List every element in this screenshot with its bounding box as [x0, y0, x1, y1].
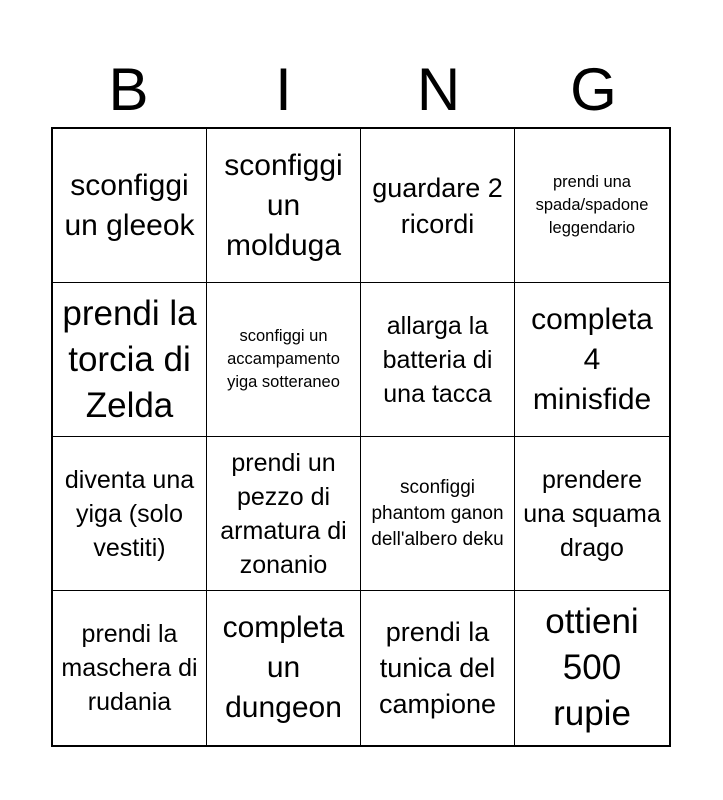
bingo-cell[interactable]: [53, 129, 207, 283]
bingo-cell[interactable]: [361, 283, 515, 437]
header-letter-n: N: [416, 56, 461, 123]
cell-text: guardare 2 ricordi: [372, 172, 503, 239]
bingo-cell[interactable]: [207, 437, 361, 591]
bingo-cell[interactable]: [515, 129, 669, 283]
bingo-cell[interactable]: [515, 437, 669, 591]
bingo-cell[interactable]: [53, 283, 207, 437]
cell-text: prendere una squama drago: [523, 465, 661, 562]
header-letter-i: I: [275, 56, 292, 123]
bingo-cell[interactable]: [361, 129, 515, 283]
bingo-cell[interactable]: [207, 283, 361, 437]
cell-text: prendi una spada/spadone leggendario: [535, 173, 649, 237]
bingo-cell[interactable]: [53, 437, 207, 591]
cell-text: prendi la tunica del campione: [378, 617, 497, 719]
cell-text: ottieni 500 rupie: [545, 602, 639, 733]
bingo-cell[interactable]: [515, 283, 669, 437]
bingo-board: [51, 127, 671, 747]
cell-text: sconfiggi phantom ganon dell'albero deku: [371, 476, 504, 550]
header-letter-g: G: [570, 56, 617, 123]
cell-text: prendi un pezzo di armatura di zonanio: [220, 448, 347, 579]
cell-text: diventa una yiga (solo vestiti): [64, 465, 195, 562]
bingo-cell[interactable]: [361, 591, 515, 745]
bingo-cell[interactable]: [515, 591, 669, 745]
bingo-cell[interactable]: [207, 129, 361, 283]
bingo-header: [51, 52, 671, 128]
cell-text: sconfiggi un accampamento yiga sotteraneo: [227, 327, 340, 391]
header-letter-b: B: [108, 56, 149, 123]
bingo-cell[interactable]: [53, 591, 207, 745]
cell-text: completa un dungeon: [222, 611, 345, 724]
cell-text: sconfiggi un gleeok: [64, 168, 195, 242]
bingo-cell[interactable]: [207, 591, 361, 745]
cell-text: prendi la torcia di Zelda: [62, 293, 197, 425]
bingo-cell[interactable]: [361, 437, 515, 591]
cell-text: prendi la maschera di rudania: [61, 620, 198, 716]
cell-text: sconfiggi un molduga: [224, 148, 343, 262]
cell-text: allarga la batteria di una tacca: [382, 311, 493, 408]
cell-text: completa 4 minisfide: [531, 302, 653, 416]
